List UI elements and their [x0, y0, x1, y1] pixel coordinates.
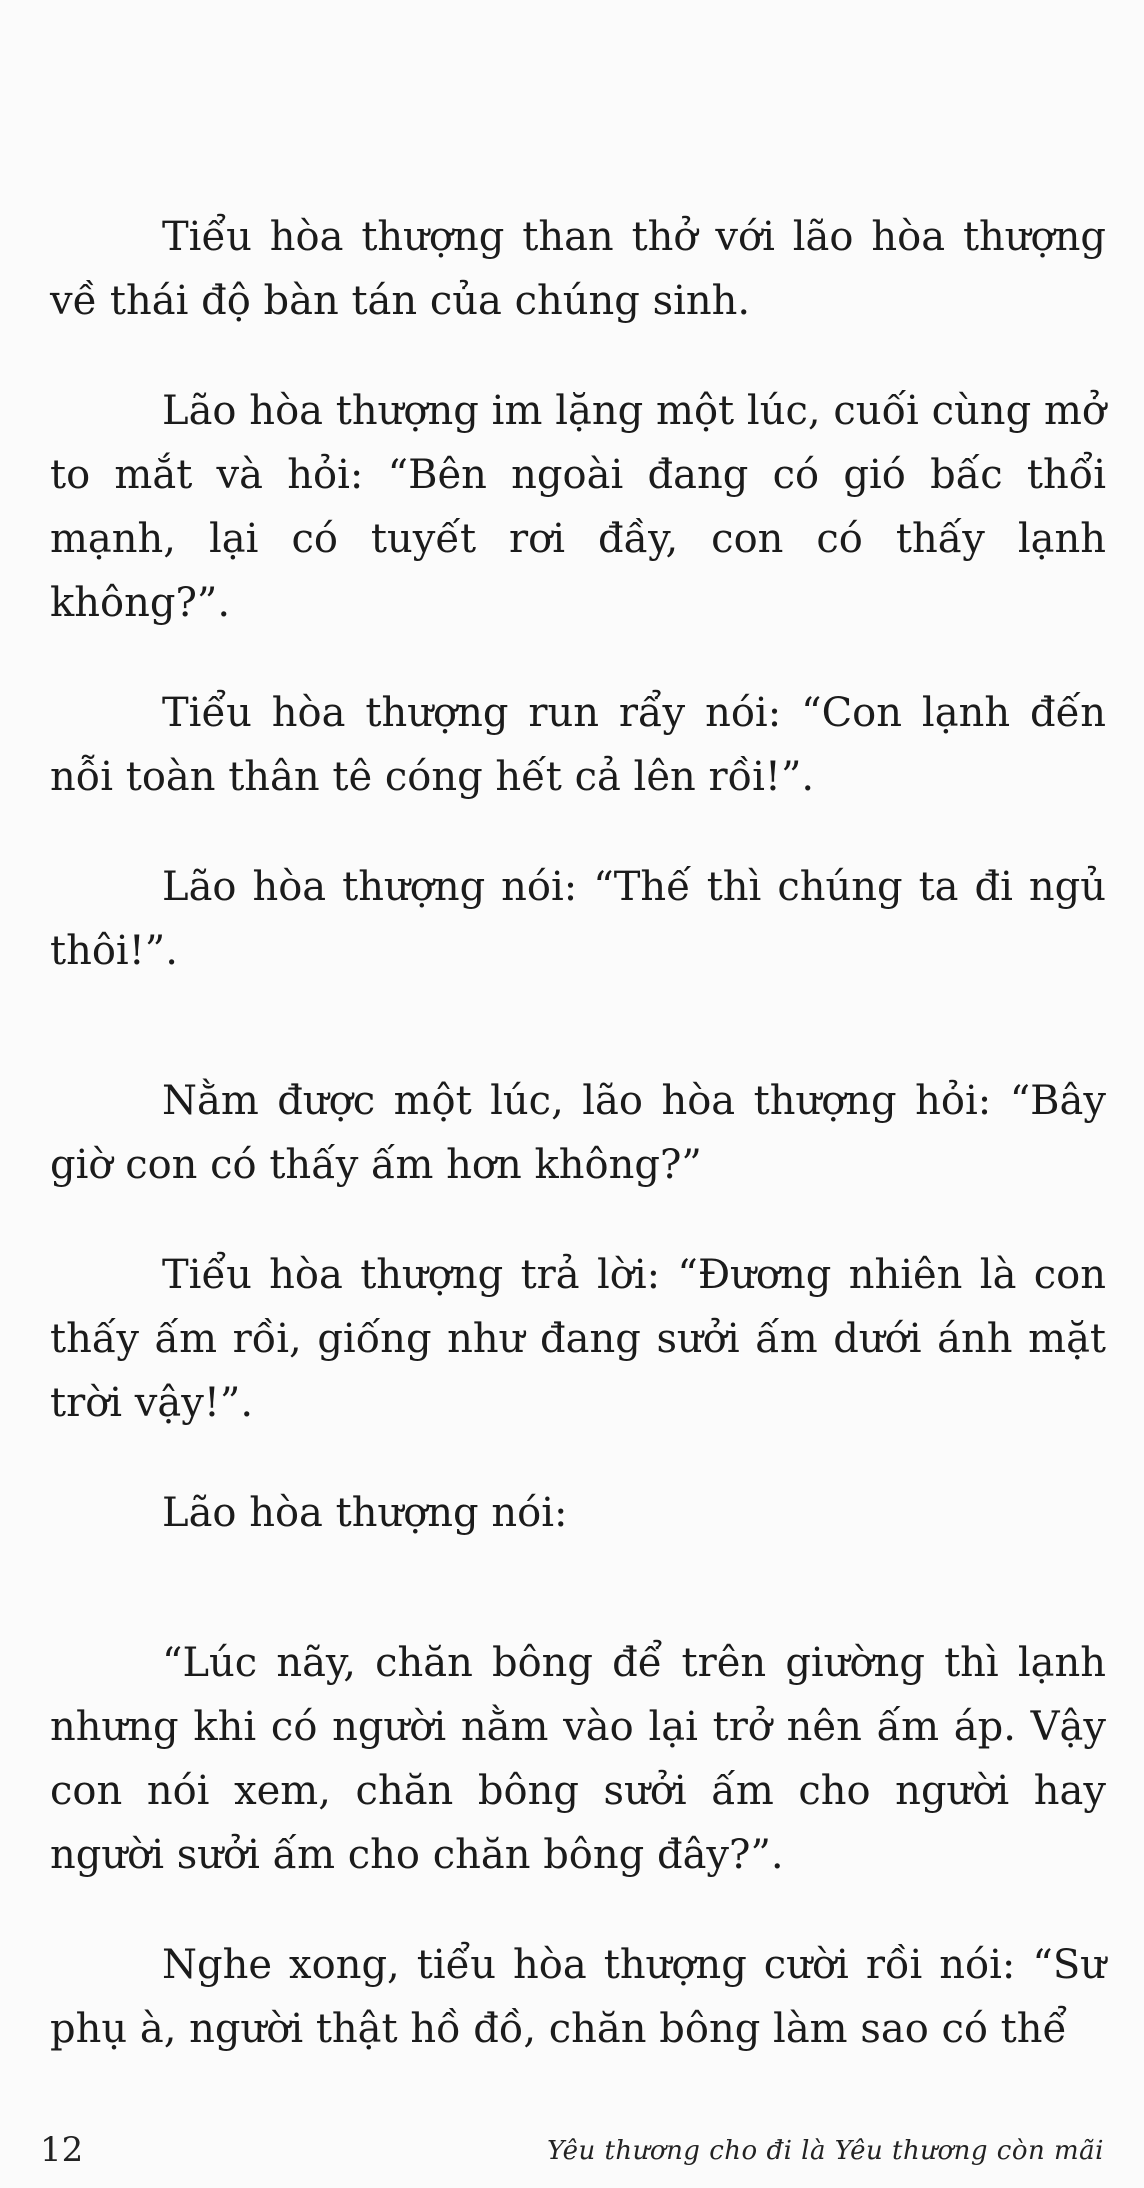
paragraph-9: Nghe xong, tiểu hòa thượng cười rồi nói: “Sư phụ à, người thật hồ đồ, chăn bông làm sao có thể — [50, 1942, 1106, 2052]
paragraph-1: Tiểu hòa thượng than thở với lão hòa thượng về thái độ bàn tán của chúng sinh. — [50, 214, 1106, 324]
paragraph-3: Tiểu hòa thượng run rẩy nói: “Con lạnh đến nỗi toàn thân tê cóng hết cả lên rồi!”. — [50, 690, 1106, 800]
body-text — [50, 205, 1106, 2061]
paragraph-6: Tiểu hòa thượng trả lời: “Đương nhiên là con thấy ấm rồi, giống như đang sưởi ấm dưới ánh mặt trời vậy!”. — [50, 1252, 1106, 1426]
paragraph-2: Lão hòa thượng im lặng một lúc, cuối cùng mở to mắt và hỏi: “Bên ngoài đang có gió bấc thổi mạnh, lại có tuyết rơi đầy, con có thấy lạnh không?”. — [50, 388, 1106, 626]
paragraph-8: “Lúc nãy, chăn bông để trên giường thì lạnh nhưng khi có người nằm vào lại trở nên ấm áp. Vậy con nói xem, chăn bông sưởi ấm cho người hay người sưởi ấm cho chăn bông đây?”. — [50, 1640, 1106, 1878]
paragraph-5: Nằm được một lúc, lão hòa thượng hỏi: “Bây giờ con có thấy ấm hơn không?” — [50, 1078, 1106, 1188]
running-footer-title: Yêu thương cho đi là Yêu thương còn mãi — [547, 2136, 1104, 2166]
paragraph-4: Lão hòa thượng nói: “Thế thì chúng ta đi ngủ thôi!”. — [50, 864, 1106, 974]
page-number: 12 — [40, 2130, 84, 2170]
paragraph-7: Lão hòa thượng nói: — [162, 1490, 568, 1536]
